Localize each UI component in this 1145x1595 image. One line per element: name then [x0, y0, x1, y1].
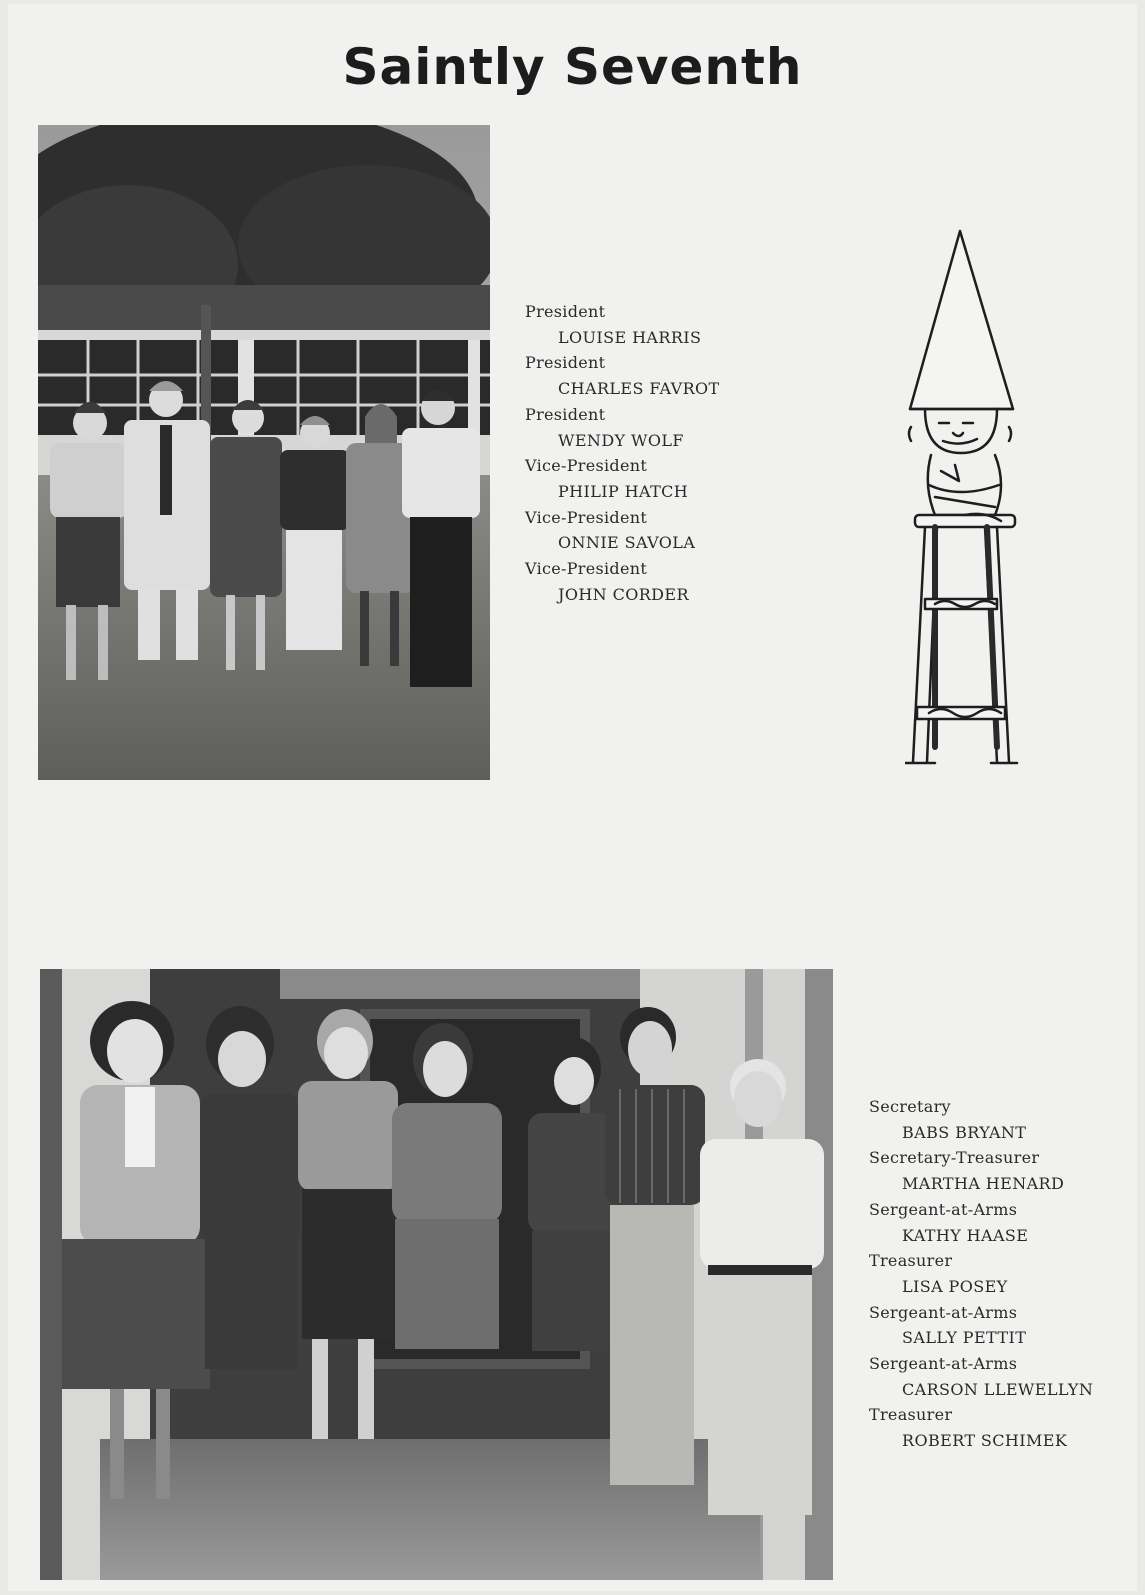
officer-name: BABS BRYANT — [902, 1122, 1027, 1142]
top-officers-list — [525, 299, 720, 607]
officer-role: Secretary — [869, 1097, 951, 1116]
officer-role: Sergeant-at-Arms — [869, 1354, 1018, 1374]
officer-name: CHARLES FAVROT — [558, 379, 720, 399]
officer-role: Vice-President — [525, 559, 648, 579]
officer-role: President — [525, 404, 606, 424]
officer-name: MARTHA HENARD — [902, 1174, 1065, 1194]
outdoor-group-photo — [38, 125, 490, 780]
officer-name: JOHN CORDER — [558, 584, 689, 604]
officer-name: ROBERT SCHIMEK — [902, 1431, 1068, 1451]
officer-name: LOUISE HARRIS — [558, 327, 702, 347]
officer-role: Vice-President — [525, 456, 648, 476]
bottom-officers-list — [869, 1094, 1093, 1454]
dunce-cap-stool-cartoon-icon — [905, 227, 1045, 782]
officer-name: WENDY WOLF — [558, 430, 684, 450]
officer-name: SALLY PETTIT — [902, 1328, 1027, 1348]
officer-role: Secretary-Treasurer — [869, 1148, 1040, 1168]
officer-role: Sergeant-at-Arms — [869, 1302, 1018, 1322]
officer-name: KATHY HAASE — [902, 1225, 1029, 1245]
officer-name: CARSON LLEWELLYN — [902, 1379, 1094, 1399]
officer-role: Vice-President — [525, 507, 648, 527]
page-title: Saintly Seventh — [342, 38, 803, 96]
hallway-group-photo — [40, 969, 833, 1580]
officer-role: Treasurer — [869, 1251, 953, 1271]
officer-role: President — [525, 302, 606, 321]
officer-name: ONNIE SAVOLA — [558, 533, 696, 553]
officer-name: LISA POSEY — [902, 1276, 1008, 1296]
officer-role: Sergeant-at-Arms — [869, 1199, 1018, 1219]
officer-name: PHILIP HATCH — [558, 481, 689, 501]
officer-role: Treasurer — [869, 1405, 953, 1425]
officer-role: President — [525, 353, 606, 373]
